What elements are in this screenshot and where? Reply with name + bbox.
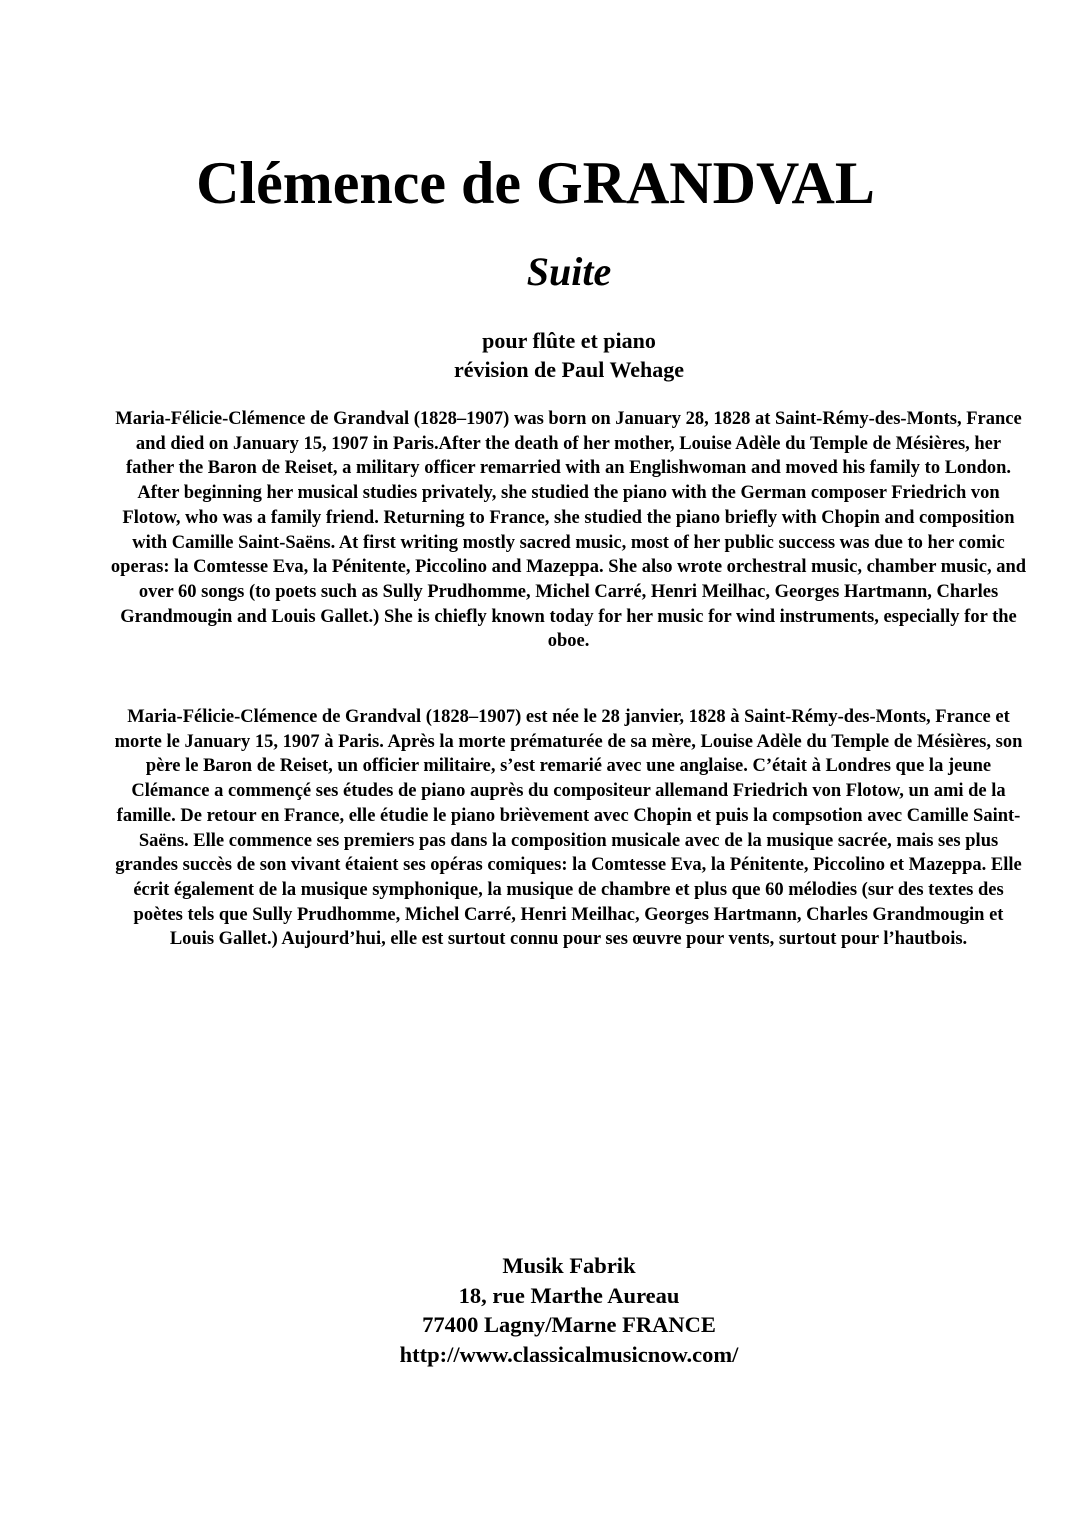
revision-credit: révision de Paul Wehage	[454, 357, 684, 382]
publisher-website: http://www.classicalmusicnow.com/	[399, 1341, 739, 1367]
instrumentation: pour flûte et piano	[482, 328, 656, 353]
publisher-name: Musik Fabrik	[502, 1253, 636, 1278]
biography-french: Maria-Félicie-Clémence de Grandval (1828–1907) est née le 28 janvier, 1828 à Saint-Rémy-des-Monts, France et morte le January 15, 1907 à Paris. Après la morte prématurée de sa mère, Louise Adèle du Temple de Mésières, son père le Baron de Reiset, un officier militaire, s’est remarié avec une anglaise. C’était à Londres que la jeune Clémance a commençé ses études de piano auprès du compositeur allemand Friedrich von Flotow, un ami de la famille. De retour en France, elle étudie le piano brièvement avec Chopin et puis la compsotion avec Camille Saint-Saëns. Elle commence ses premiers pas dans la composition musicale avec de la musique sacrée, mais ses plus grandes succès de son vivant étaient ses opéras comiques: la Comtesse Eva, la Pénitente, Piccolino et Mazeppa. Elle écrit également de la musique symphonique, la musique de chambre et plus que 60 mélodies (sur des textes des poètes tels que Sully Prudhomme, Michel Carré, Henri Meilhac, Georges Hartmann, Charles Grandmougin et Louis Gallet.) Aujourd’hui, elle est surtout connu pour ses œuvre pour vents, surtout pour l’hautbois.	[114, 707, 1023, 950]
work-title: Suite	[526, 249, 612, 294]
biography-english: Maria-Félicie-Clémence de Grandval (1828–1907) was born on January 28, 1828 at Saint-Rémy-des-Monts, France and died on January 15, 1907 in Paris.After the death of her mother, Louise Adèle du Temple de Mésières, her father the Baron de Reiset, a military officer remarried with an Englishwoman and moved his family to London. After beginning her musical studies privately, she studied the piano with the German composer Friedrich von Flotow, who was a family friend. Returning to France, she studied the piano briefly with Chopin and composition with Camille Saint-Saëns. At first writing mostly sacred music, most of her public success was due to her comic operas: la Comtesse Eva, la Pénitente, Piccolino and Mazeppa. She also wrote orchestral music, chamber music, and over 60 songs (to poets such as Sully Prudhomme, Michel Carré, Henri Meilhac, Georges Hartmann, Charles Grandmougin and Louis Gallet.) She is chiefly known today for her music for wind instruments, especially for the oboe.	[110, 409, 1027, 652]
publisher-city: 77400 Lagny/Marne FRANCE	[422, 1312, 716, 1337]
publisher-street: 18, rue Marthe Aureau	[458, 1282, 680, 1308]
publisher-block	[0, 1251, 1071, 1369]
subtitle-block	[0, 326, 1071, 384]
composer-name: Clémence de GRANDVAL	[196, 150, 875, 216]
